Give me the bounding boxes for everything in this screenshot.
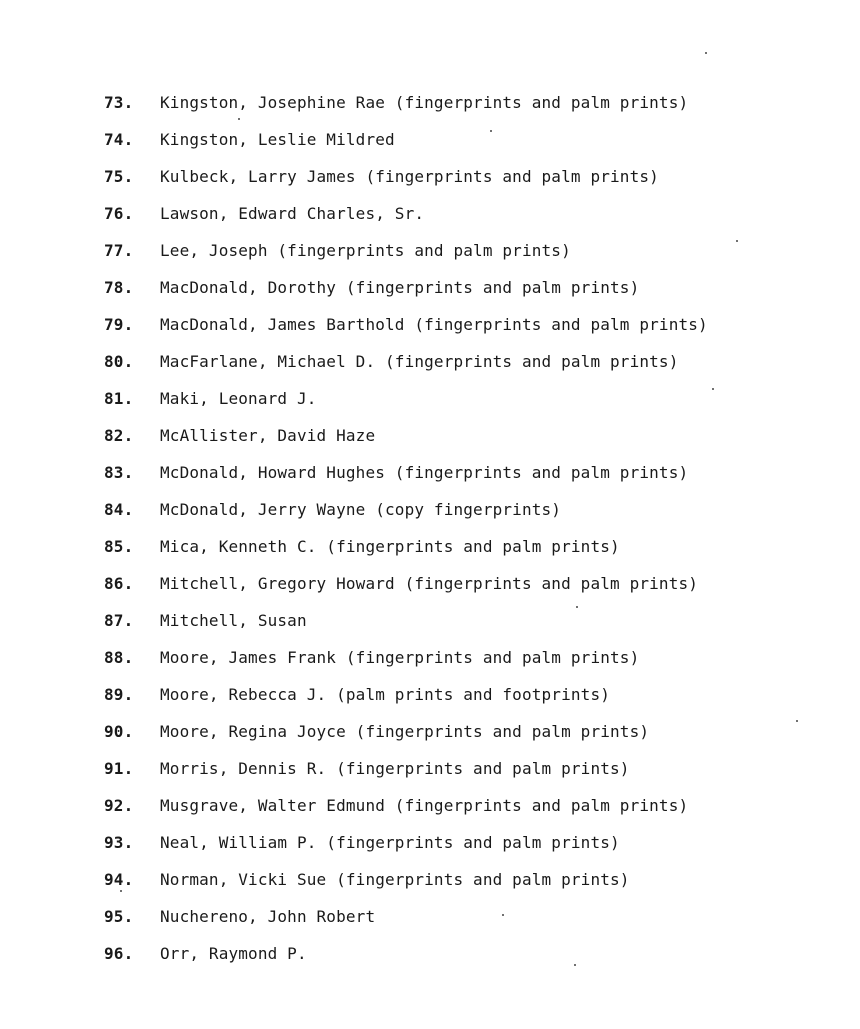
scan-speck <box>712 388 714 390</box>
entry-number: 87. <box>104 611 134 630</box>
entry-text: Neal, William P. (fingerprints and palm prints) <box>160 833 620 852</box>
entry-text: MacFarlane, Michael D. (fingerprints and palm prints) <box>160 352 679 371</box>
entry-number: 83. <box>104 463 134 482</box>
entry-number: 94. <box>104 870 134 889</box>
list-item <box>104 121 824 158</box>
entry-text: MacDonald, James Barthold (fingerprints and palm prints) <box>160 315 708 334</box>
entry-number: 78. <box>104 278 134 297</box>
entry-text: Kingston, Leslie Mildred <box>160 130 395 149</box>
list-item <box>104 269 824 306</box>
list-item <box>104 861 824 898</box>
list-item <box>104 306 824 343</box>
entry-text: Moore, Regina Joyce (fingerprints and palm prints) <box>160 722 650 741</box>
entry-text: Kingston, Josephine Rae (fingerprints and palm prints) <box>160 93 689 112</box>
entry-number: 77. <box>104 241 134 260</box>
list-item <box>104 935 824 972</box>
entry-text: Mitchell, Susan <box>160 611 307 630</box>
entry-text: Moore, James Frank (fingerprints and palm prints) <box>160 648 640 667</box>
entry-number: 86. <box>104 574 134 593</box>
entry-number: 81. <box>104 389 134 408</box>
list-item <box>104 676 824 713</box>
entry-number: 93. <box>104 833 134 852</box>
list-item <box>104 232 824 269</box>
list-item <box>104 158 824 195</box>
scan-speck <box>502 914 504 916</box>
entry-number: 90. <box>104 722 134 741</box>
list-item <box>104 343 824 380</box>
list-item <box>104 417 824 454</box>
entry-text: McDonald, Jerry Wayne (copy fingerprints) <box>160 500 562 519</box>
list-item <box>104 639 824 676</box>
entry-number: 85. <box>104 537 134 556</box>
entry-text: Maki, Leonard J. <box>160 389 317 408</box>
entry-text: Mitchell, Gregory Howard (fingerprints and palm prints) <box>160 574 699 593</box>
entry-text: Norman, Vicki Sue (fingerprints and palm prints) <box>160 870 630 889</box>
list-item <box>104 824 824 861</box>
list-item <box>104 898 824 935</box>
list-item <box>104 84 824 121</box>
scan-speck <box>576 606 578 608</box>
entry-number: 92. <box>104 796 134 815</box>
entry-text: Lee, Joseph (fingerprints and palm prints) <box>160 241 571 260</box>
entry-number: 74. <box>104 130 134 149</box>
entry-text: Lawson, Edward Charles, Sr. <box>160 204 425 223</box>
entry-number: 95. <box>104 907 134 926</box>
entry-number: 75. <box>104 167 134 186</box>
entry-text: MacDonald, Dorothy (fingerprints and palm prints) <box>160 278 640 297</box>
entry-number: 76. <box>104 204 134 223</box>
entry-number: 73. <box>104 93 134 112</box>
entry-number: 89. <box>104 685 134 704</box>
list-item <box>104 565 824 602</box>
list-item <box>104 787 824 824</box>
entry-number: 84. <box>104 500 134 519</box>
list-item <box>104 602 824 639</box>
scan-speck <box>574 964 576 966</box>
scan-speck <box>796 720 798 722</box>
scan-speck <box>120 890 122 892</box>
scan-speck <box>705 52 707 54</box>
entry-number: 82. <box>104 426 134 445</box>
scan-speck <box>736 240 738 242</box>
entry-text: Orr, Raymond P. <box>160 944 307 963</box>
entry-number: 91. <box>104 759 134 778</box>
entry-text: McDonald, Howard Hughes (fingerprints and palm prints) <box>160 463 689 482</box>
list-item <box>104 528 824 565</box>
entry-text: Kulbeck, Larry James (fingerprints and palm prints) <box>160 167 659 186</box>
entry-list <box>104 84 824 972</box>
entry-text: Nuchereno, John Robert <box>160 907 376 926</box>
entry-text: Musgrave, Walter Edmund (fingerprints and palm prints) <box>160 796 689 815</box>
list-item <box>104 750 824 787</box>
list-item <box>104 713 824 750</box>
entry-number: 88. <box>104 648 134 667</box>
list-item <box>104 380 824 417</box>
entry-text: Moore, Rebecca J. (palm prints and footprints) <box>160 685 611 704</box>
entry-text: Mica, Kenneth C. (fingerprints and palm prints) <box>160 537 620 556</box>
entry-number: 96. <box>104 944 134 963</box>
entry-number: 80. <box>104 352 134 371</box>
scan-speck <box>238 118 240 120</box>
list-item <box>104 195 824 232</box>
entry-number: 79. <box>104 315 134 334</box>
scan-speck <box>490 130 492 132</box>
entry-text: Morris, Dennis R. (fingerprints and palm prints) <box>160 759 630 778</box>
entry-text: McAllister, David Haze <box>160 426 376 445</box>
list-item <box>104 491 824 528</box>
list-item <box>104 454 824 491</box>
